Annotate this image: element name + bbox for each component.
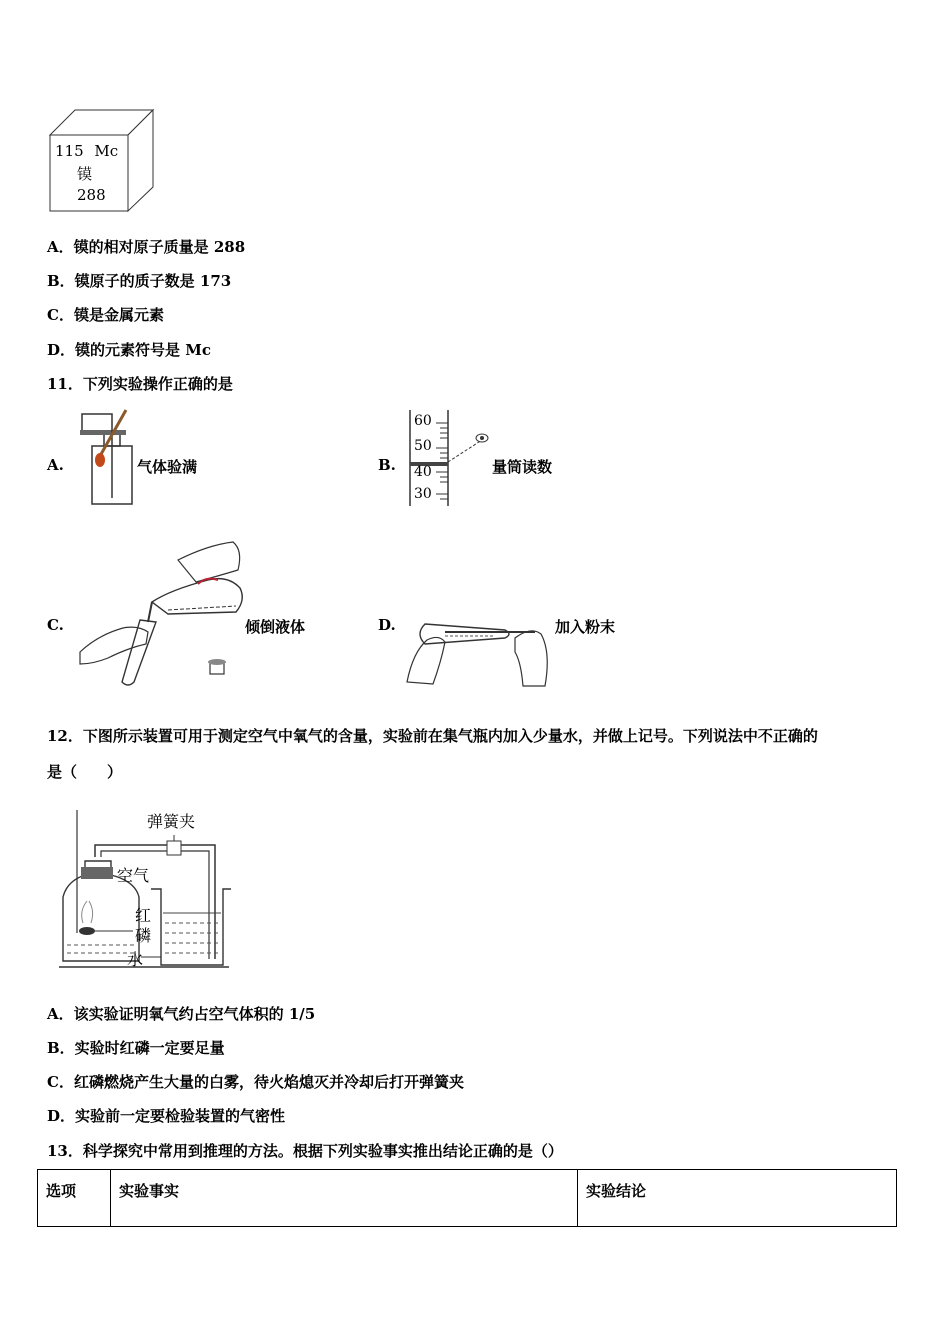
q12-stem-line1: 12．下图所示装置可用于测定空气中氧气的含量，实验前在集气瓶内加入少量水，并做上记号。下列说法中不正确的 xyxy=(47,727,818,745)
q12-option-b: B．实验时红磷一定要足量 xyxy=(47,1039,225,1057)
header-fact: 实验事实 xyxy=(111,1170,578,1227)
q12-option-c: C．红磷燃烧产生大量的白雾，待火焰熄灭并冷却后打开弹簧夹 xyxy=(47,1073,464,1091)
q11-option-c-caption: 倾倒液体 xyxy=(245,618,306,636)
label-red: 红 xyxy=(135,906,152,925)
element-name: 镆 xyxy=(77,165,93,183)
q12-option-d: D．实验前一定要检验装置的气密性 xyxy=(47,1107,286,1125)
q10-option-c: C．镆是金属元素 xyxy=(47,306,164,324)
element-mass: 288 xyxy=(77,186,106,204)
q11-option-b-caption: 量筒读数 xyxy=(492,458,553,476)
label-clamp: 弹簧夹 xyxy=(147,812,196,831)
add-powder-figure xyxy=(405,612,555,696)
q11-option-c-letter: C. xyxy=(47,616,64,634)
q10-option-d: D．镆的元素符号是 Mc xyxy=(47,341,211,359)
header-conclusion: 实验结论 xyxy=(578,1170,897,1227)
pour-liquid-figure xyxy=(78,540,248,694)
q13-stem: 13．科学探究中常用到推理的方法。根据下列实验事实推出结论正确的是（） xyxy=(47,1142,563,1160)
label-water: 水 xyxy=(127,950,144,969)
tick-60: 60 xyxy=(414,413,432,429)
q10-option-a: A．镆的相对原子质量是 288 xyxy=(47,238,246,256)
q11-option-b-letter: B. xyxy=(378,456,396,474)
element-symbol: Mc xyxy=(94,142,119,160)
label-phosphorus: 磷 xyxy=(135,926,152,945)
q11-option-a-letter: A. xyxy=(47,456,64,474)
tick-40: 40 xyxy=(414,464,432,480)
table-header-row xyxy=(38,1170,897,1227)
header-option: 选项 xyxy=(38,1170,111,1227)
tick-50: 50 xyxy=(414,438,432,454)
label-air: 空气 xyxy=(117,866,150,885)
q11-option-d-caption: 加入粉末 xyxy=(555,618,616,636)
q11-option-d-letter: D. xyxy=(378,616,396,634)
q13-table xyxy=(37,1169,897,1227)
element-number: 115 xyxy=(55,142,84,160)
q12-option-a: A．该实验证明氧气约占空气体积的 1/5 xyxy=(47,1005,316,1023)
oxygen-apparatus-figure xyxy=(55,805,235,975)
q11-option-a-caption: 气体验满 xyxy=(137,458,198,476)
q11-stem: 11．下列实验操作正确的是 xyxy=(47,375,233,393)
gas-bottle-figure xyxy=(78,408,138,512)
q10-option-b: B．镆原子的质子数是 173 xyxy=(47,272,232,290)
element-card-figure xyxy=(45,105,160,215)
tick-30: 30 xyxy=(414,486,432,502)
q12-stem-line2: 是（ ） xyxy=(47,763,123,781)
cylinder-figure xyxy=(400,408,500,508)
